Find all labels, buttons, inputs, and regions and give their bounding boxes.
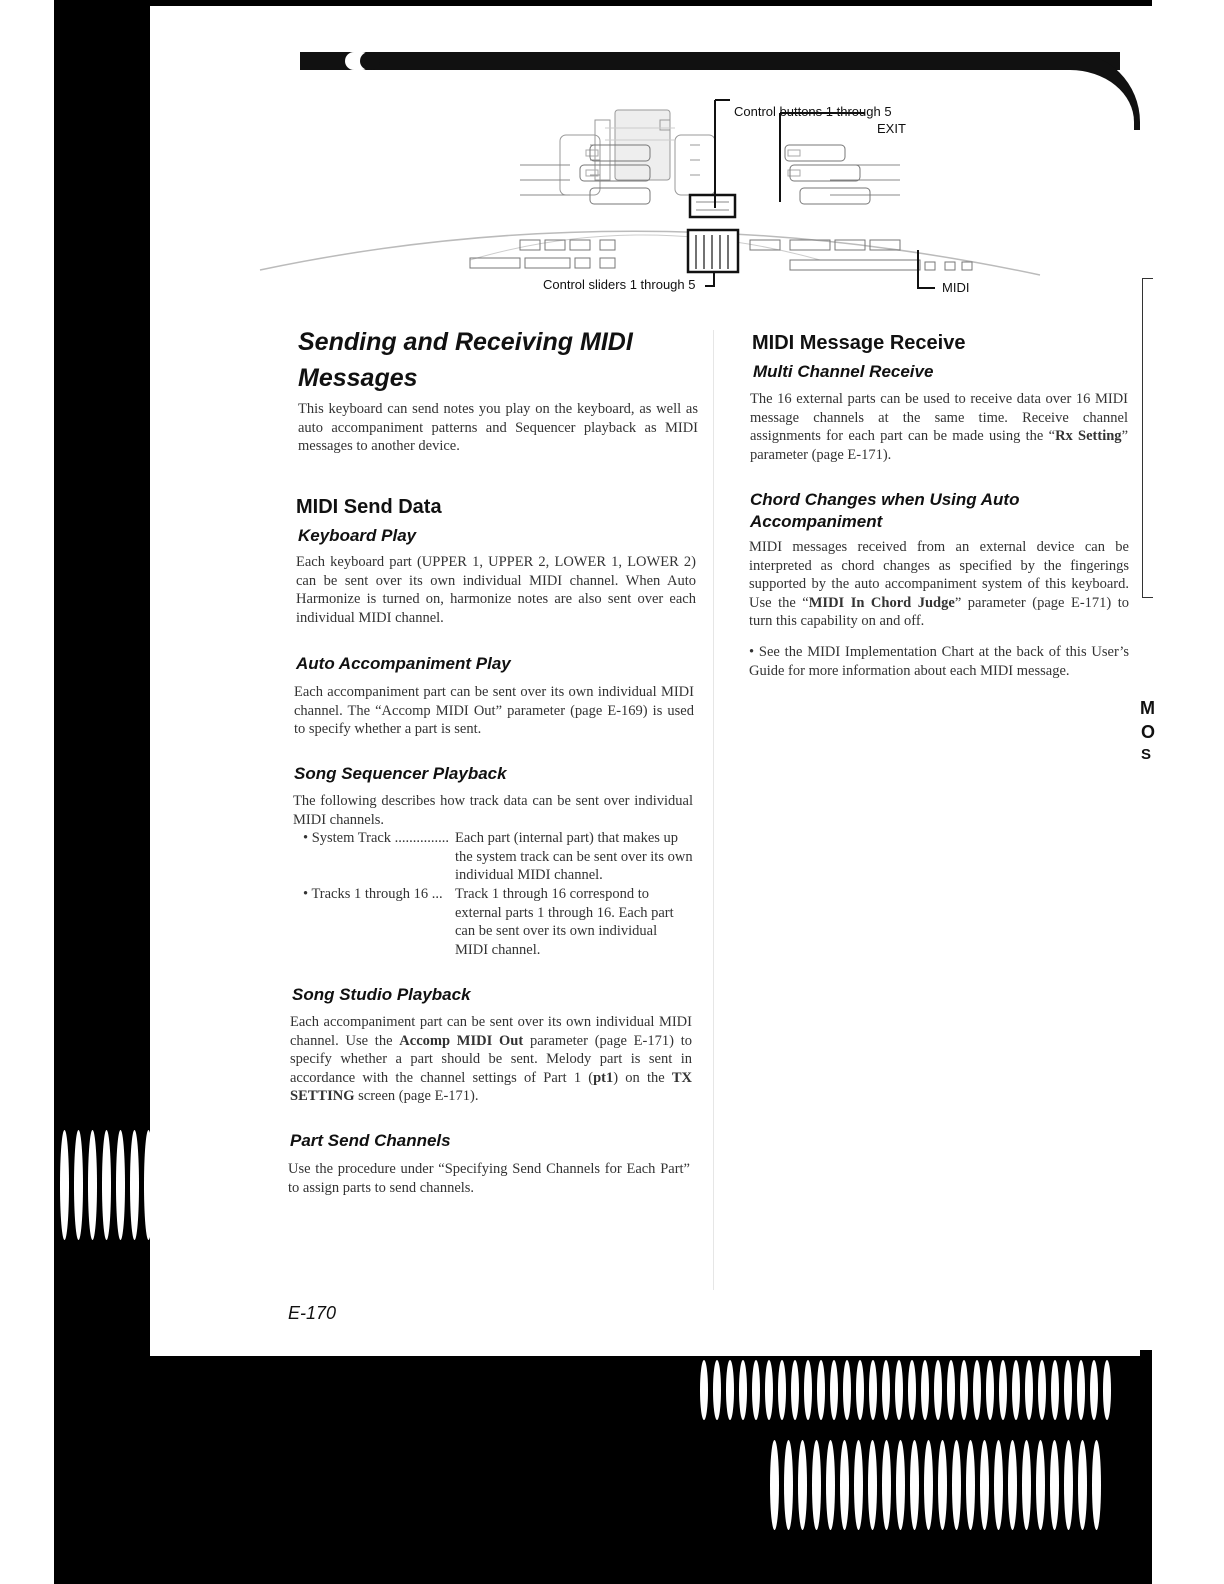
page-number: E-170	[288, 1303, 337, 1323]
midi-in-chord-judge-term: MIDI In Chord Judge	[808, 594, 955, 611]
callout-control-buttons: Control buttons 1 through 5	[734, 104, 892, 119]
song-seq-heading: Song Sequencer Playback	[294, 764, 507, 783]
song-studio-text-c: ) on the	[613, 1069, 672, 1086]
auto-accomp-text: Each accompaniment part can be sent over its own individual MIDI channel. The “Accomp MIDI Out” parameter (page E-169) is used to specify whether a part is sent.	[294, 684, 694, 737]
list-item-term: • System Track ...............	[303, 830, 450, 846]
list-item	[303, 885, 693, 959]
header-bar	[300, 52, 1120, 70]
song-studio-text	[290, 1013, 692, 1106]
keyboard-panel-diagram	[220, 90, 1060, 300]
edge-letter: S	[1141, 746, 1152, 763]
song-seq-text: The following describes how track data can be sent over individual MIDI channels.	[293, 793, 693, 828]
edge-letter: M	[1140, 698, 1155, 718]
multi-channel-heading: Multi Channel Receive	[753, 362, 934, 381]
multi-channel-text	[750, 390, 1128, 464]
list-item	[303, 829, 693, 885]
column-rule	[713, 330, 714, 1290]
implementation-note: • See the MIDI Implementation Chart at the back of this User’s Guide for more information about each MIDI message.	[749, 644, 1129, 679]
song-studio-text-a: Each accompaniment part can be sent over its own individual MIDI channel. Use the	[290, 1014, 692, 1049]
multi-channel-text-a: The 16 external parts can be used to receive data over 16 MIDI message channels at the same time. Receive channel assignments for each part can be made using the “	[750, 391, 1128, 444]
intro-paragraph: This keyboard can send notes you play on the keyboard, as well as auto accompaniment patterns and Sequencer playback as MIDI messages to another device.	[298, 401, 698, 454]
chord-changes-text-b: ” parameter (page E-171) to turn this capability on and off.	[749, 594, 1130, 629]
scan-border-right	[1152, 0, 1164, 1584]
part-send-heading: Part Send Channels	[290, 1131, 451, 1150]
page-edge-stripes-left	[60, 1130, 167, 1240]
list-item-desc: Track 1 through 16 correspond to external parts 1 through 16. Each part can be sent over its own individual MIDI channel.	[455, 886, 674, 958]
edge-bracket	[1142, 278, 1153, 598]
keyboard-play-text: Each keyboard part (UPPER 1, UPPER 2, LOWER 1, LOWER 2) can be sent over its own individual MIDI channel. When Auto Harmonize is turned on, harmonize notes are also sent over each individual MIDI channel.	[296, 554, 696, 626]
callout-exit: EXIT	[877, 121, 906, 136]
receive-heading: MIDI Message Receive	[752, 332, 966, 354]
rx-setting-term: Rx Setting	[1055, 428, 1122, 444]
list-item-desc: Each part (internal part) that makes up the system track can be sent over its own individual MIDI channel.	[455, 830, 693, 883]
callout-control-sliders: Control sliders 1 through 5	[543, 277, 696, 292]
scan-border-left	[54, 0, 154, 1584]
chord-changes-text	[749, 538, 1129, 631]
song-studio-text-d: screen (page E-171).	[354, 1088, 479, 1104]
song-studio-text-b: parameter (page E-171) to specify whether a part should be sent. Melody part is sent in accordance with the channel settings of Part 1 (	[290, 1032, 692, 1086]
chord-changes-heading: Chord Changes when Using Auto Accompaniment	[750, 490, 1020, 531]
send-data-heading: MIDI Send Data	[296, 496, 442, 518]
callout-midi: MIDI	[942, 280, 970, 295]
keyboard-play-heading: Keyboard Play	[298, 526, 417, 545]
part-send-text: Use the procedure under “Specifying Send Channels for Each Part” to assign parts to send channels.	[288, 1161, 690, 1196]
multi-channel-text-b: ” parameter (page E-171).	[750, 428, 1128, 463]
song-seq-track-list	[303, 829, 693, 959]
accomp-midi-out-term: Accomp MIDI Out	[399, 1032, 524, 1049]
chord-changes-text-a: MIDI messages received from an external device can be interpreted as chord changes as specified by the fingerings supported by the auto accompaniment system of this keyboard. Use the “	[749, 539, 1129, 611]
tx-setting-term: TX SETTING	[290, 1069, 693, 1104]
page-edge-stripes-bottom-2	[770, 1440, 1101, 1530]
song-studio-heading: Song Studio Playback	[292, 985, 471, 1004]
auto-accomp-heading: Auto Accompaniment Play	[296, 654, 511, 673]
list-item-term: • Tracks 1 through 16 ...	[303, 886, 443, 902]
header-bar-notch-2	[360, 52, 380, 70]
pt1-term: pt1	[593, 1069, 614, 1086]
edge-letter: O	[1141, 722, 1156, 742]
page-title: Sending and Receiving MIDI Messages	[298, 328, 633, 392]
page-edge-stripes-bottom	[700, 1360, 1111, 1420]
